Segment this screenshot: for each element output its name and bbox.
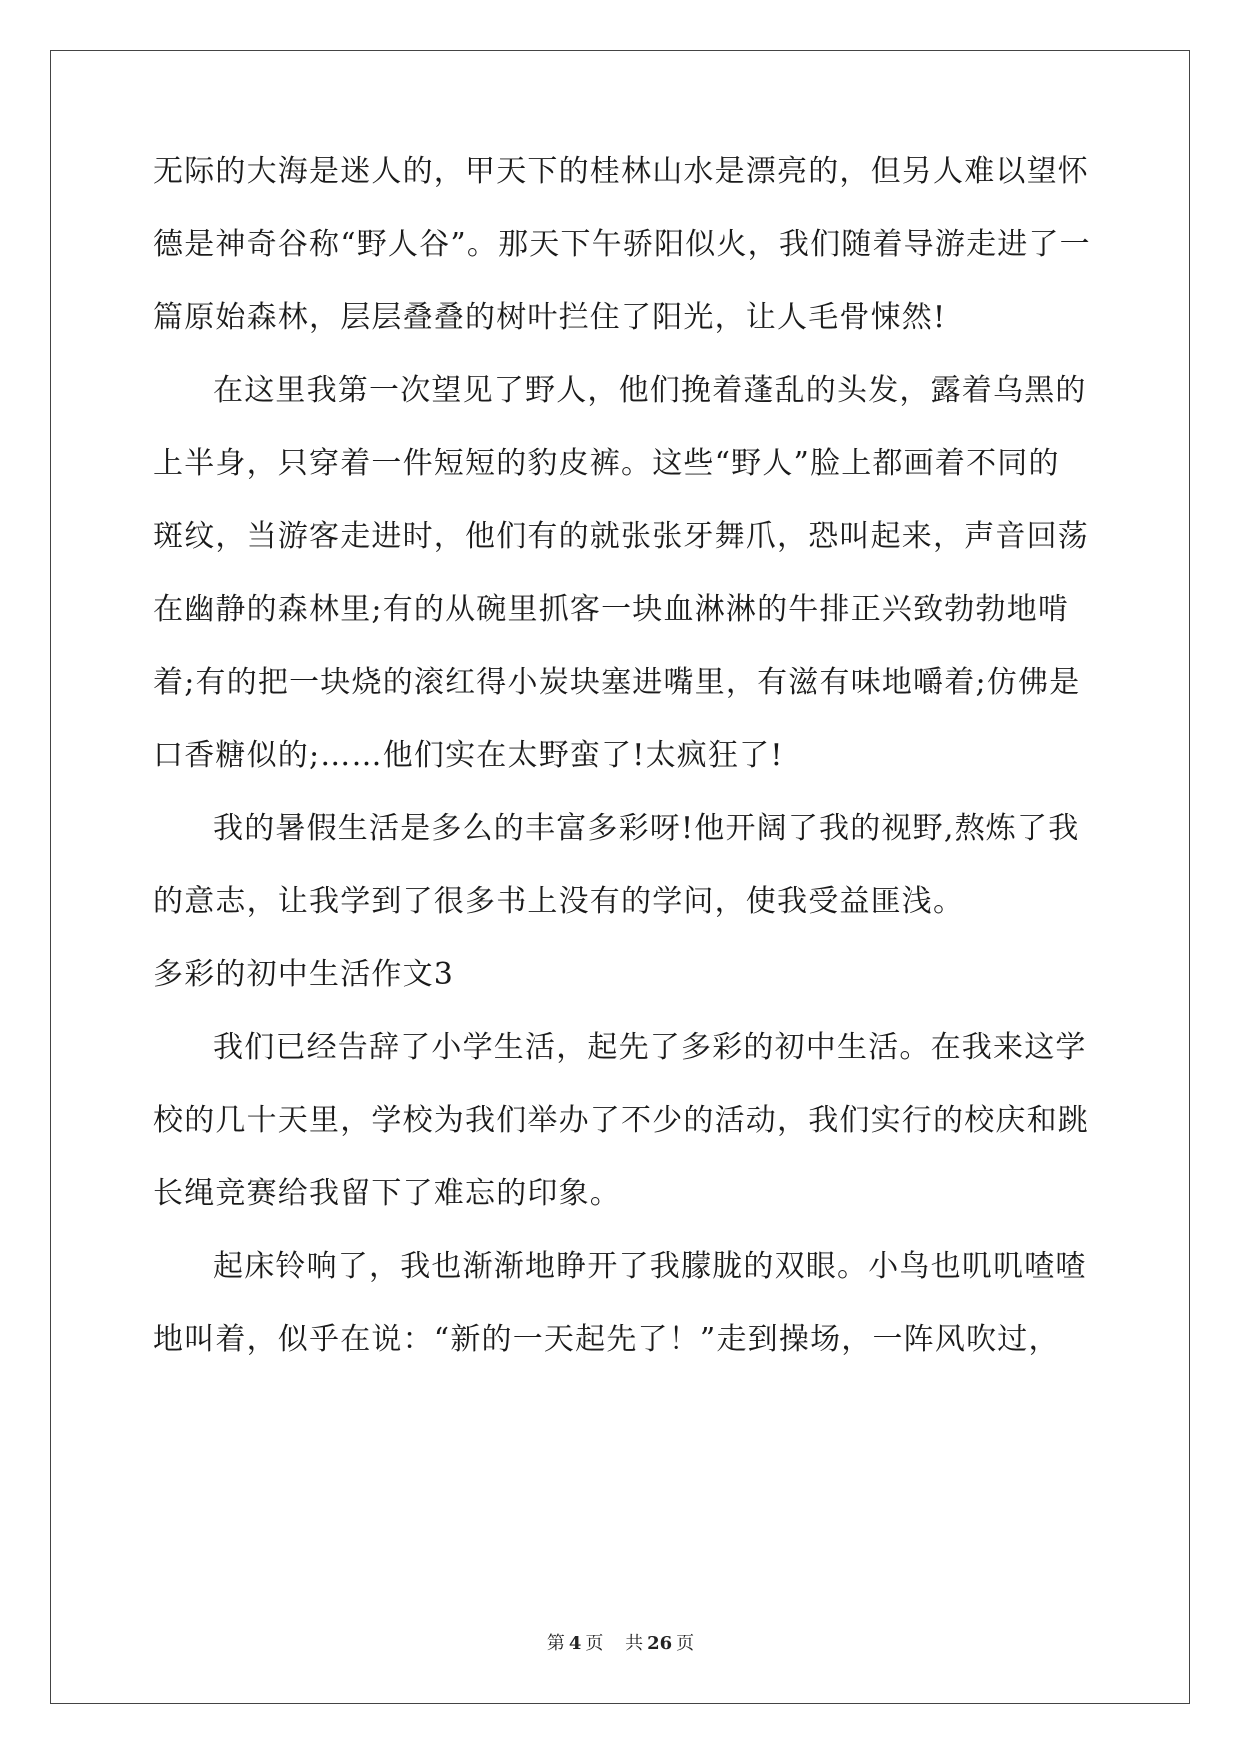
text-line: 着;有的把一块烧的滚红得小炭块塞进嘴里，有滋有味地嚼着;仿佛是 [153,665,1081,700]
total-suffix: 页 [676,1633,695,1654]
page-indicator [539,1633,612,1654]
page-suffix: 页 [585,1633,604,1654]
total-prefix: 共 [625,1633,644,1654]
text-line: 德是神奇谷称“野人谷”。那天下午骄阳似火，我们随着导游走进了一 [153,227,1091,262]
paragraph-start-line: 起床铃响了，我也渐渐地睁开了我朦胧的双眼。小鸟也叽叽喳喳 [213,1249,1087,1284]
paragraph-start-line: 我们已经告辞了小学生活，起先了多彩的初中生活。在我来这学 [213,1030,1087,1065]
text-line: 斑纹，当游客走进时，他们有的就张张牙舞爪，恐叫起来，声音回荡 [153,519,1089,554]
text-line: 无际的大海是迷人的，甲天下的桂林山水是漂亮的，但另人难以望怀 [153,154,1089,189]
total-indicator [617,1633,702,1654]
text-line: 在幽静的森林里;有的从碗里抓客一块血淋淋的牛排正兴致勃勃地啃 [153,592,1070,627]
paragraph-start-line: 在这里我第一次望见了野人，他们挽着蓬乱的头发，露着乌黑的 [213,373,1087,408]
text-line: 长绳竞赛给我留下了难忘的印象。 [153,1176,621,1211]
paragraph-start-line: 我的暑假生活是多么的丰富多彩呀!他开阔了我的视野,熬炼了我 [213,811,1080,846]
text-line: 校的几十天里，学校为我们举办了不少的活动，我们实行的校庆和跳 [153,1103,1089,1138]
section-heading: 多彩的初中生活作文3 [153,957,455,992]
text-line: 地叫着，似乎在说：“新的一天起先了！”走到操场，一阵风吹过， [153,1322,1060,1357]
text-line: 的意志，让我学到了很多书上没有的学问，使我受益匪浅。 [153,884,965,919]
text-line: 口香糖似的;……他们实在太野蛮了!太疯狂了! [153,738,784,773]
page-number: 4 [568,1633,582,1654]
page-prefix: 第 [546,1633,565,1654]
text-line: 篇原始森林，层层叠叠的树叶拦住了阳光，让人毛骨悚然! [153,300,947,335]
total-pages: 26 [647,1633,673,1654]
page-footer [0,1632,1241,1656]
text-line: 上半身，只穿着一件短短的豹皮裤。这些“野人”脸上都画着不同的 [153,446,1060,481]
